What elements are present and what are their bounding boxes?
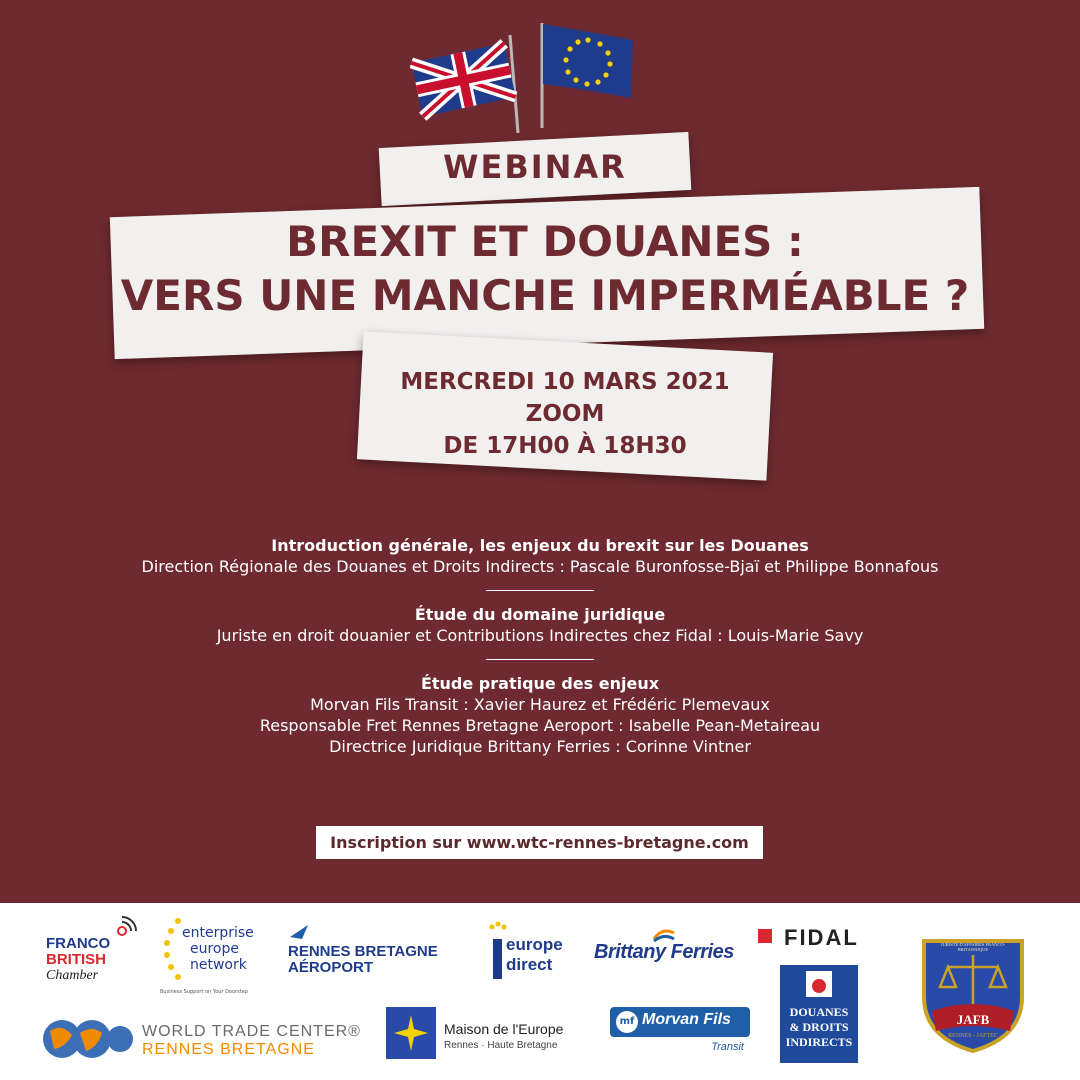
event-platform: ZOOM (525, 401, 605, 427)
jafb-bottom-text: RENNES - JAFTEC (948, 1033, 998, 1039)
wtc-text-2: RENNES BRETAGNE (142, 1041, 315, 1058)
partner-logos (0, 903, 1080, 1080)
event-schedule (360, 366, 770, 462)
fidal-logo (758, 925, 878, 953)
fidal-square-icon (758, 929, 772, 943)
maison-europe-star-icon (386, 1007, 436, 1059)
ed-text-2: direct (506, 955, 553, 974)
uk-flag-icon (410, 30, 525, 135)
program-section (0, 535, 1080, 577)
maison-text-1: Maison de l'Europe (444, 1021, 564, 1037)
british-text: BRITISH (46, 951, 106, 968)
signal-arcs-icon (110, 913, 140, 943)
maison-text-2: Rennes · Haute Bretagne (444, 1040, 558, 1051)
rba-text-1: RENNES BRETAGNE (288, 943, 438, 960)
rba-text-2: AÉROPORT (288, 959, 374, 976)
een-tagline: Business Support on Your Doorstep (160, 989, 248, 995)
registration-link[interactable]: Inscription sur www.wtc-rennes-bretagne.com (316, 826, 763, 859)
program-section (0, 673, 1080, 757)
dd-text-3: INDIRECTS (785, 1035, 853, 1049)
wtc-text-1: WORLD TRADE CENTER® (142, 1023, 361, 1040)
jafb-top-text: JURISTE D'AFFAIRES FRANCO-BRITANNIQUE (940, 942, 1006, 952)
een-text-2: europe (190, 941, 239, 957)
ed-text-1: europe (506, 935, 563, 954)
douanes-droits-indirects-logo (780, 965, 858, 1063)
divider (486, 659, 594, 660)
enterprise-europe-network-logo (160, 915, 270, 1003)
speaker-line: Direction Régionale des Douanes et Droits Indirects : Pascale Buronfosse-Bjaï et Philippe Bonnafous (141, 557, 939, 576)
morvan-badge: mf (616, 1011, 638, 1033)
chamber-text: Chamber (46, 968, 99, 983)
marianne-icon (804, 969, 834, 999)
fidal-text: FIDAL (784, 925, 859, 950)
title-line-1: BREXIT ET DOUANES : (286, 217, 804, 266)
speaker-line: Juriste en droit douanier et Contributions Indirectes chez Fidal : Louis-Marie Savy (216, 626, 864, 645)
europe-direct-logo (484, 917, 574, 995)
dd-text-2: & DROITS (789, 1020, 849, 1034)
webinar-label: WEBINAR (443, 148, 627, 186)
event-title (110, 215, 980, 323)
program (0, 535, 1080, 757)
divider (486, 590, 594, 591)
bf-text: Brittany Ferries (594, 941, 734, 963)
dd-text-1: DOUANES (789, 1005, 849, 1019)
plane-icon (288, 923, 310, 941)
section-heading: Étude du domaine juridique (414, 605, 666, 624)
een-text-1: enterprise (182, 925, 254, 941)
morvan-text: Morvan Fils (642, 1011, 731, 1028)
wtc-globes-icon (42, 1017, 134, 1061)
wtc-logo (42, 1013, 362, 1063)
program-section (0, 604, 1080, 646)
eu-flag-icon (530, 18, 645, 128)
speaker-line: Morvan Fils Transit : Xavier Haurez et Frédéric Plemevaux (310, 695, 770, 714)
event-time: DE 17H00 À 18H30 (443, 433, 687, 459)
een-text-3: network (190, 957, 247, 973)
speaker-line: Directrice Juridique Brittany Ferries : Corinne Vintner (329, 737, 751, 756)
rennes-bretagne-aeroport-logo (286, 923, 456, 977)
morvan-fils-logo (610, 1005, 750, 1057)
jafb-text: JAFB (956, 1012, 990, 1027)
event-date: MERCREDI 10 MARS 2021 (400, 369, 730, 395)
brittany-ferries-logo (594, 925, 734, 975)
title-line-2: VERS UNE MANCHE IMPERMÉABLE ? (120, 271, 970, 320)
jafb-crest-logo (918, 937, 1028, 1055)
morvan-transit: Transit (711, 1041, 744, 1053)
section-heading: Introduction générale, les enjeux du brexit sur les Douanes (271, 536, 809, 555)
section-heading: Étude pratique des enjeux (420, 674, 660, 693)
speaker-line: Responsable Fret Rennes Bretagne Aeroport : Isabelle Pean-Metaireau (259, 716, 821, 735)
franco-text: FRANCO (46, 935, 111, 952)
franco-british-chamber-logo (44, 913, 144, 983)
maison-de-leurope-logo (386, 1007, 586, 1061)
